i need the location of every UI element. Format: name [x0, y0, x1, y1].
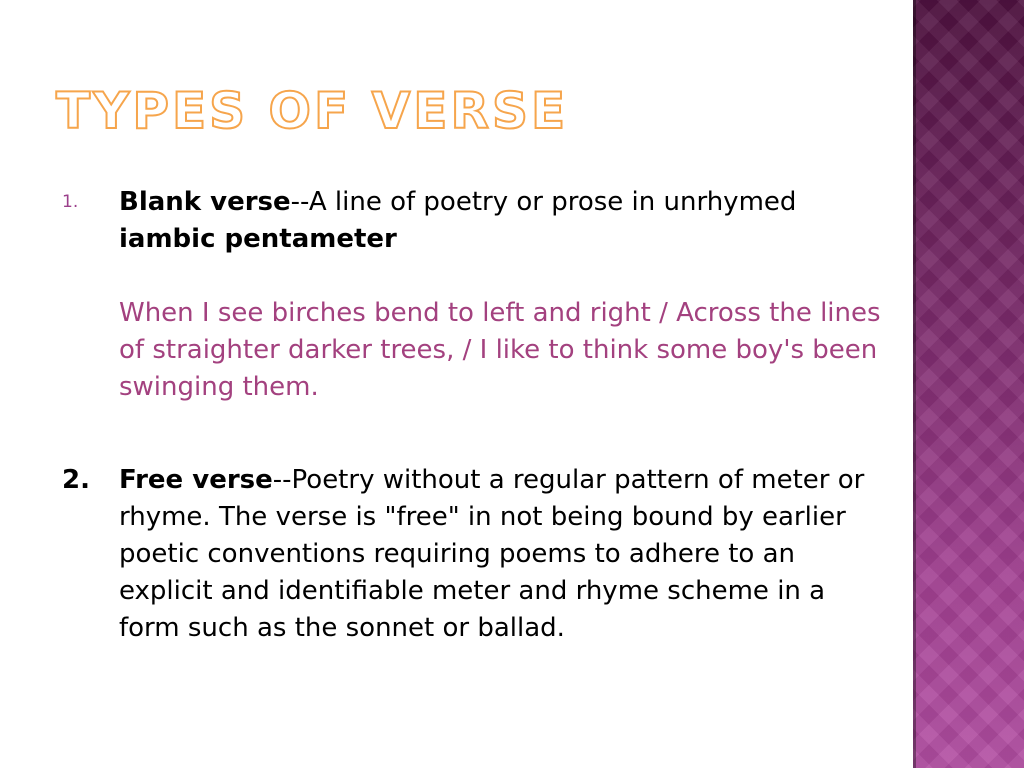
decorative-side-band: [913, 0, 1024, 768]
term: Free verse: [119, 465, 273, 495]
definition-emphasis: iambic pentameter: [119, 224, 397, 254]
definition: A line of poetry or prose in unrhymed: [308, 187, 797, 217]
separator: --: [290, 187, 309, 217]
definition-text: [119, 462, 892, 647]
list-item-blank-verse: [62, 184, 892, 406]
list-number: 1.: [62, 192, 79, 212]
list-item-free-verse: [62, 462, 892, 647]
definition: Poetry without a regular pattern of meter or rhyme. The verse is "free" in not being bound by earlier poetic conventions requiring poems to adhere to an explicit and identifiable meter and rhyme scheme in a form such as the sonnet or ballad.: [119, 465, 865, 643]
example-quote: When I see birches bend to left and right / Across the lines of straighter darker trees, / I like to think some boy's been swinging them.: [119, 298, 881, 402]
separator: --: [272, 465, 292, 495]
slide-title: TYPES OF VERSE: [56, 82, 569, 140]
list-number: 2.: [62, 465, 90, 495]
term: Blank verse: [119, 187, 291, 217]
definition-text: [119, 184, 892, 258]
slide-content: [62, 184, 892, 647]
